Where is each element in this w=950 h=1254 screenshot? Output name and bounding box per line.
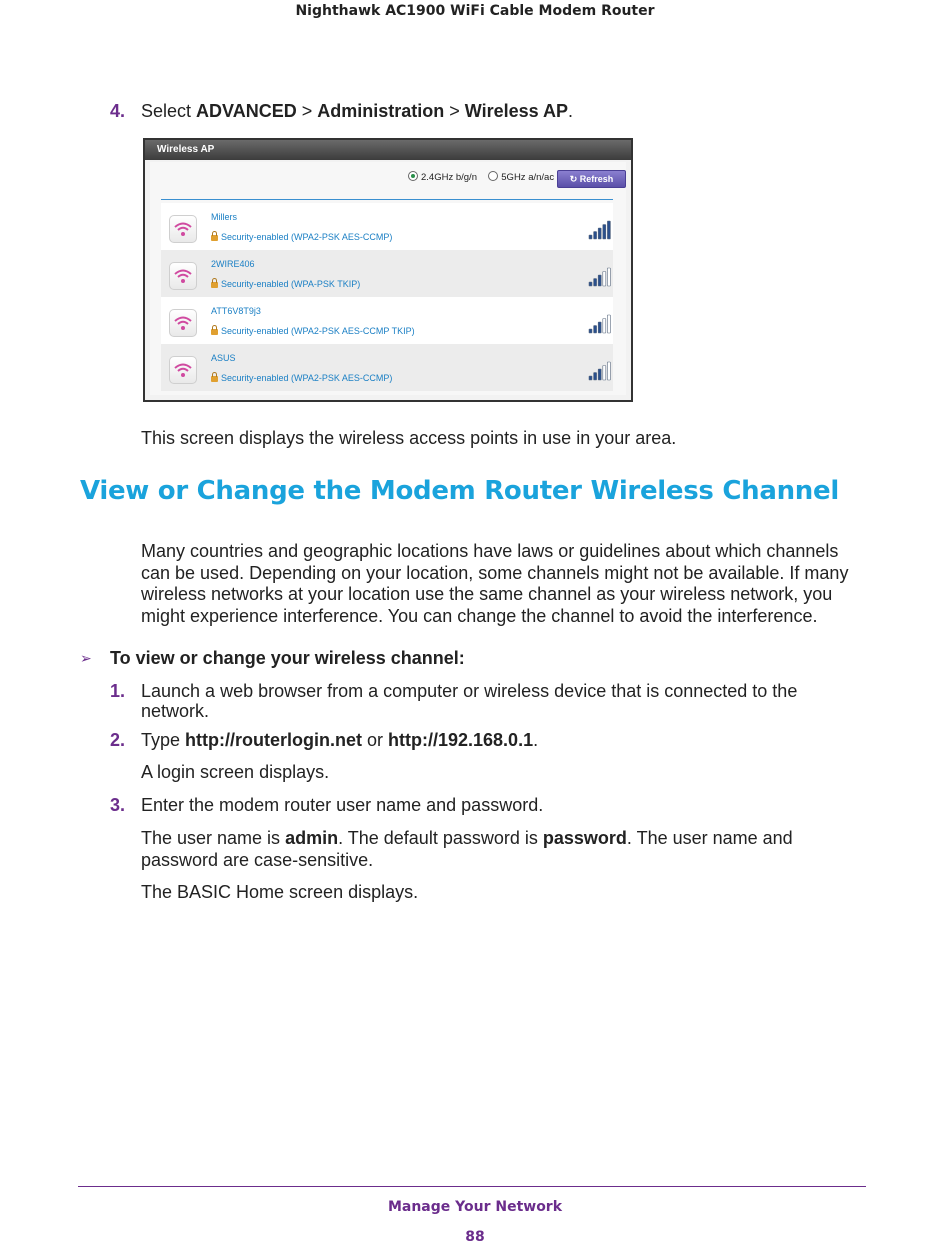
band-24ghz-label: 2.4GHz b/g/n <box>421 172 477 183</box>
url-ip-address: http://192.168.0.1 <box>388 730 534 750</box>
credentials-note <box>141 828 793 871</box>
step-number: 3. <box>110 795 126 815</box>
radio-selected-icon[interactable] <box>408 171 418 181</box>
signal-bar <box>589 329 592 333</box>
cred-line-2: password are case-sensitive. <box>141 849 374 870</box>
lock-icon <box>211 235 218 241</box>
step-number: 4. <box>110 101 126 121</box>
intro-paragraph <box>141 541 848 628</box>
screen-note: This screen displays the wireless access points in use in your area. <box>141 428 677 448</box>
menu-advanced: ADVANCED <box>196 101 297 121</box>
step-3-result: The BASIC Home screen displays. <box>141 882 419 902</box>
footer-section-title: Manage Your Network <box>387 1199 563 1215</box>
signal-bar <box>603 272 606 287</box>
menu-separator: > <box>296 101 318 121</box>
url-routerlogin: http://routerlogin.net <box>185 730 362 750</box>
ap-name: ASUS <box>211 353 236 363</box>
cred-prefix: The user name is <box>141 828 286 848</box>
cred-suffix: . The user name and <box>626 828 793 848</box>
ap-row[interactable] <box>161 250 613 297</box>
panel-body <box>150 162 626 395</box>
ap-row[interactable] <box>161 344 613 391</box>
step-text <box>141 730 538 751</box>
wifi-icon <box>169 262 197 290</box>
menu-wireless-ap: Wireless AP <box>464 101 568 121</box>
signal-bar <box>589 282 592 286</box>
step-suffix: . <box>533 730 539 750</box>
step-text-line: network. <box>141 701 210 721</box>
step-text <box>141 681 797 721</box>
band-selector <box>408 171 554 183</box>
lock-icon <box>211 282 218 288</box>
panel-title: Wireless AP <box>145 140 631 160</box>
signal-strength-icon <box>588 314 612 334</box>
step-text-line: Launch a web browser from a computer or wireless device that is connected to the <box>141 681 798 701</box>
signal-bar <box>594 279 597 287</box>
wifi-icon <box>169 356 197 384</box>
intro-line: Many countries and geographic locations have laws or guidelines about which channels <box>141 541 839 561</box>
step-2-note: A login screen displays. <box>141 762 330 782</box>
step-number: 2. <box>110 730 126 750</box>
ap-name: 2WIRE406 <box>211 259 255 269</box>
step-text <box>141 101 573 122</box>
ap-security-text: Security-enabled (WPA-PSK TKIP) <box>221 279 361 289</box>
page-number: 88 <box>465 1229 485 1245</box>
step-text: Enter the modem router user name and password. <box>141 795 544 815</box>
page-header-title: Nighthawk AC1900 WiFi Cable Modem Router <box>295 3 655 19</box>
signal-bar <box>607 268 610 286</box>
access-point-list <box>161 203 613 391</box>
ap-security <box>211 326 415 336</box>
signal-strength-icon <box>588 220 612 240</box>
ap-name: ATT6V8T9j3 <box>211 306 261 316</box>
refresh-button[interactable] <box>557 170 626 188</box>
task-title: To view or change your wireless channel: <box>110 648 465 668</box>
ap-row[interactable] <box>161 203 613 250</box>
refresh-icon: ↻ <box>569 174 578 184</box>
signal-strength-icon <box>588 267 612 287</box>
step-connector: or <box>362 730 389 750</box>
signal-bar <box>607 221 610 239</box>
wifi-icon <box>169 309 197 337</box>
intro-line: might experience interference. You can change the channel to avoid the interference. <box>141 606 818 627</box>
signal-bar <box>598 275 601 286</box>
intro-line: can be used. Depending on your location, some channels might not be available. If many <box>141 562 849 583</box>
intro-line: wireless networks at your location use the same channel as your wireless network, you <box>141 584 833 605</box>
signal-bar <box>594 326 597 334</box>
signal-bar <box>594 373 597 381</box>
ap-security <box>211 373 392 383</box>
wifi-icon <box>169 215 197 243</box>
signal-bar <box>607 315 610 333</box>
default-password: password <box>542 828 627 848</box>
ap-security-text: Security-enabled (WPA2-PSK AES-CCMP TKIP) <box>221 326 415 336</box>
signal-bar <box>603 319 606 334</box>
signal-bar <box>598 322 601 333</box>
ap-security-text: Security-enabled (WPA2-PSK AES-CCMP) <box>221 232 393 242</box>
section-heading: View or Change the Modem Router Wireless Channel <box>80 476 839 506</box>
menu-administration: Administration <box>317 101 445 121</box>
ap-security <box>211 232 392 242</box>
lock-icon <box>211 376 218 382</box>
ap-security <box>211 279 360 289</box>
radio-unselected-icon[interactable] <box>488 171 498 181</box>
lock-icon <box>211 329 218 335</box>
step-suffix: . <box>567 101 573 121</box>
ap-security-text: Security-enabled (WPA2-PSK AES-CCMP) <box>221 373 393 383</box>
signal-bar <box>598 228 601 239</box>
ap-row[interactable] <box>161 297 613 344</box>
ap-name: Millers <box>211 212 237 222</box>
signal-bar <box>607 362 610 380</box>
step-prefix: Select <box>141 101 197 121</box>
band-5ghz-label: 5GHz a/n/ac <box>501 172 555 183</box>
step-number: 1. <box>110 681 126 701</box>
signal-bar <box>603 366 606 381</box>
signal-bar <box>589 376 592 380</box>
refresh-label: Refresh <box>579 174 614 184</box>
signal-bar <box>598 369 601 380</box>
wireless-ap-screenshot <box>143 138 633 402</box>
signal-bar <box>589 235 592 239</box>
menu-separator: > <box>444 101 465 121</box>
signal-bar <box>594 232 597 240</box>
cred-mid: . The default password is <box>338 828 543 848</box>
default-username: admin <box>285 828 339 848</box>
arrow-bullet-icon: ➢ <box>80 650 92 666</box>
signal-strength-icon <box>588 361 612 381</box>
step-prefix: Type <box>141 730 186 750</box>
footer-divider <box>78 1186 866 1187</box>
signal-bar <box>603 225 606 240</box>
divider <box>161 199 613 200</box>
